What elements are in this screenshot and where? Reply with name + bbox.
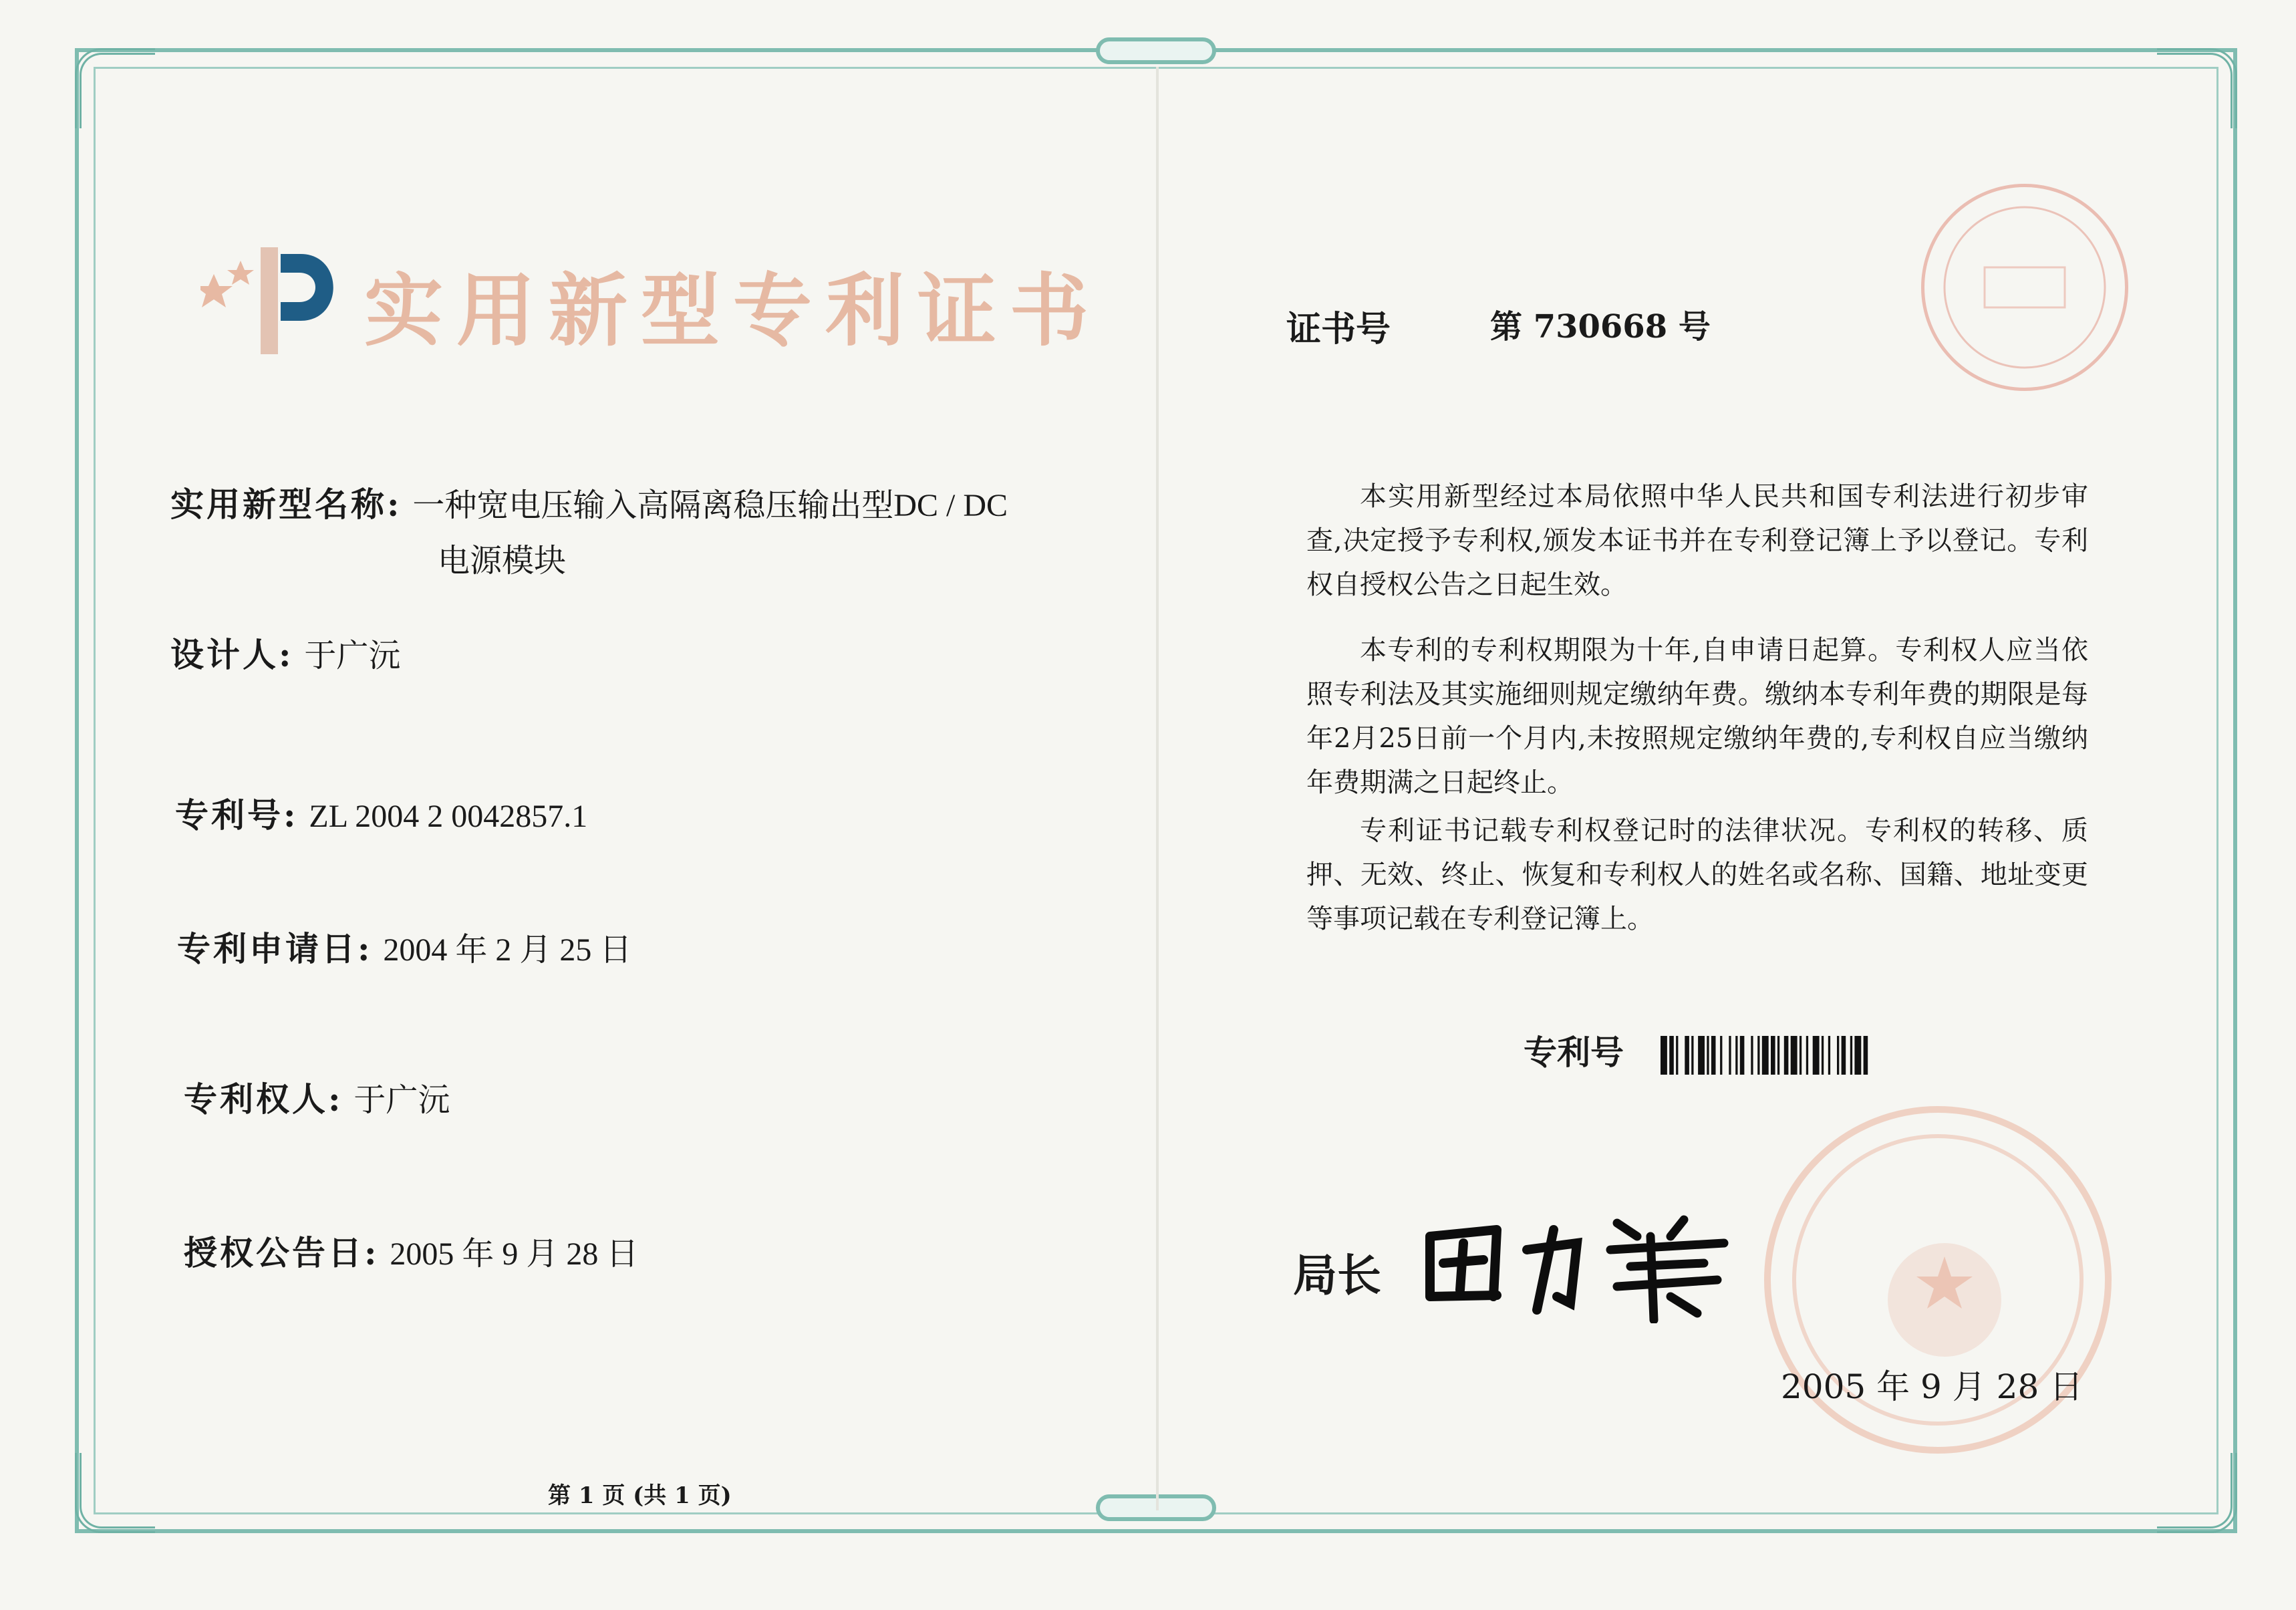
barcode-bar [1751, 1036, 1753, 1075]
barcode-bar [1837, 1036, 1839, 1075]
barcode-bar [1711, 1036, 1716, 1075]
patentee-name: 于广沅 [353, 1083, 450, 1118]
field-label: 实用新型名称: [170, 485, 402, 524]
barcode-bar [1791, 1036, 1798, 1075]
field-label: 专利申请日: [177, 929, 373, 968]
barcode-bar [1828, 1036, 1830, 1075]
application-date: 2004 年 2 月 25 日 [383, 932, 632, 968]
barcode-bar [1735, 1036, 1737, 1075]
field-label: 专利权人: [184, 1079, 343, 1119]
barcode-bar [1669, 1036, 1674, 1075]
barcode-bar [1771, 1036, 1775, 1075]
barcode [1661, 1036, 1961, 1075]
field-label: 授权公告日: [184, 1233, 380, 1272]
corner-ornament [75, 1453, 155, 1533]
utility-model-name-field [170, 478, 1008, 526]
barcode-bar [1800, 1036, 1802, 1075]
barcode-bar [1698, 1036, 1705, 1075]
application-date-field [177, 922, 631, 970]
director-label: 局长 [1293, 1249, 1381, 1301]
grant-date: 2005 年 9 月 28 日 [390, 1236, 639, 1272]
grant-date-field [184, 1226, 638, 1274]
designer-field [170, 628, 400, 676]
paragraph-term: 本专利的专利权期限为十年,自申请日起算。专利权人应当依照专利法及其实施细则规定缴纳年费。缴纳本专利年费的期限是每年2月25日前一个月内,未按照规定缴纳年费的,专利权自应当缴纳年费期满之日起终止。 [1306, 635, 2088, 798]
patent-office-logo [200, 227, 354, 361]
corner-ornament [2157, 1453, 2237, 1533]
corner-ornament [2157, 48, 2237, 128]
paragraph-grant: 本实用新型经过本局依照中华人民共和国专利法进行初步审查,决定授予专利权,颁发本证书并在专利登记簿上予以登记。专利权自授权公告之日起生效。 [1306, 481, 2088, 600]
designer-name: 于广沅 [304, 638, 401, 674]
barcode-bar [1850, 1036, 1852, 1075]
certificate-title: 实用新型专利证书 [364, 264, 1103, 357]
issue-date: 2005 年 9 月 28 日 [1781, 1367, 2084, 1406]
barcode-bar [1729, 1036, 1731, 1075]
director-signature [1417, 1196, 1737, 1323]
tax-stamp-seal [1921, 184, 2128, 391]
patent-number-field [175, 789, 587, 837]
barcode-bar [1676, 1036, 1678, 1075]
barcode-bar [1685, 1036, 1689, 1075]
barcode-bar [1661, 1036, 1667, 1075]
barcode-bar [1757, 1036, 1759, 1075]
barcode-bar [1864, 1036, 1868, 1075]
barcode-bar [1777, 1036, 1779, 1075]
page-footer: 第 1 页 (共 1 页) [548, 1482, 732, 1509]
certificate-number-label: 证书号 [1286, 309, 1391, 350]
field-label: 设计人: [170, 635, 294, 674]
barcode-bar [1762, 1036, 1769, 1075]
barcode-bar [1691, 1036, 1693, 1075]
paragraph-legal-status: 专利证书记载专利权登记时的法律状况。专利权的转移、质押、无效、终止、恢复和专利权人的姓名或名称、国籍、地址变更等事项记载在专利登记簿上。 [1306, 815, 2088, 934]
certificate-number: 第 730668 号 [1490, 308, 1711, 346]
corner-ornament [75, 48, 155, 128]
utility-model-name: 一种宽电压输入高隔离稳压输出型DC / DC [412, 488, 1008, 523]
barcode-bar [1854, 1036, 1861, 1075]
barcode-bar [1740, 1036, 1745, 1075]
barcode-bar [1707, 1036, 1709, 1075]
barcode-bar [1842, 1036, 1846, 1075]
barcode-bar [1822, 1036, 1824, 1075]
utility-model-name-line2: 电源模块 [438, 543, 567, 579]
barcode-bar [1720, 1036, 1722, 1075]
patentee-field [184, 1073, 450, 1121]
center-fold [1156, 67, 1159, 1510]
field-label: 专利号: [175, 795, 299, 835]
patent-number: ZL 2004 2 0042857.1 [309, 799, 588, 834]
patent-number-label: 专利号 [1524, 1033, 1624, 1072]
barcode-bar [1784, 1036, 1789, 1075]
barcode-bar [1813, 1036, 1820, 1075]
barcode-bar [1806, 1036, 1808, 1075]
top-ornament [1096, 37, 1216, 64]
